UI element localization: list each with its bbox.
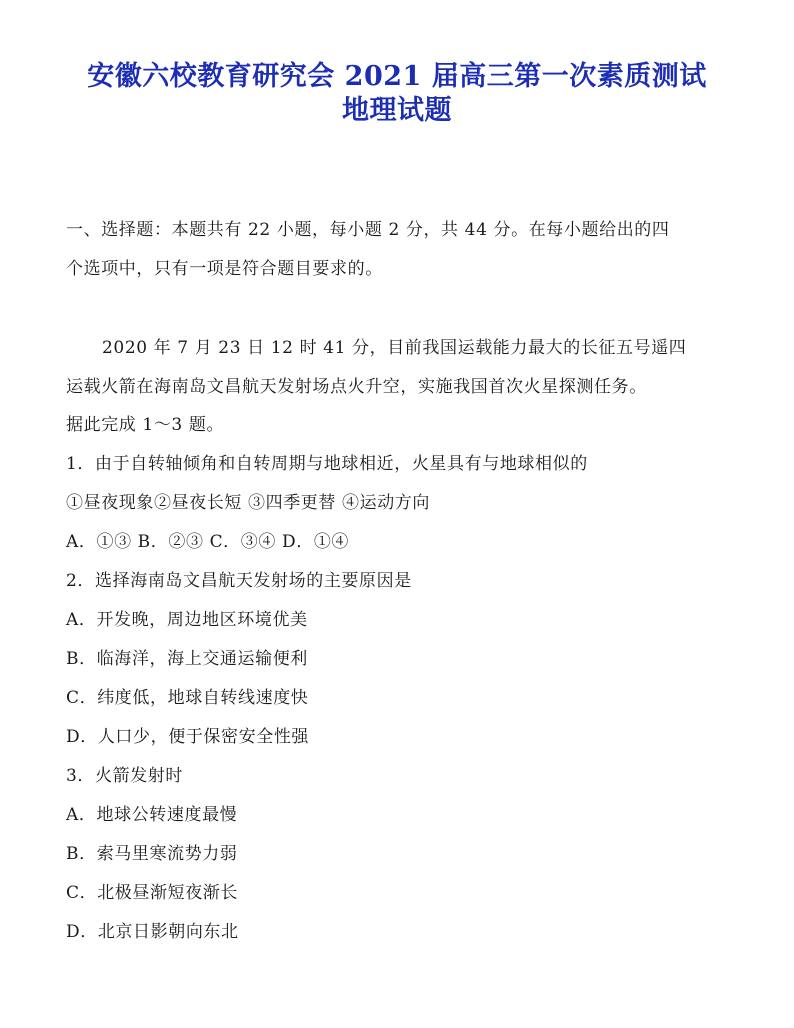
question-3-option-c: C．北极昼渐短夜渐长 [66, 883, 239, 903]
question-3-option-d: D．北京日影朝向东北 [66, 922, 239, 942]
question-3-option-b: B．索马里寒流势力弱 [66, 844, 238, 864]
passage-line2: 运载火箭在海南岛文昌航天发射场点火升空，实施我国首次火星探测任务。 [66, 377, 647, 397]
document-title-line2: 地理试题 [342, 95, 452, 126]
document-title-line1: 安徽六校教育研究会 2021 届高三第一次素质测试 [87, 61, 707, 92]
section-instruction-line2: 个选项中，只有一项是符合题目要求的。 [66, 259, 383, 279]
passage-line3: 据此完成 1～3 题。 [66, 415, 225, 435]
question-2-option-d: D．人口少，便于保密安全性强 [66, 727, 310, 747]
question-1-items: ①昼夜现象②昼夜长短 ③四季更替 ④运动方向 [66, 493, 431, 513]
question-1-options: A．①③ B．②③ C．③④ D．①④ [66, 532, 350, 552]
question-2-stem: 2．选择海南岛文昌航天发射场的主要原因是 [66, 571, 412, 591]
section-instruction-line1: 一、选择题：本题共有 22 小题，每小题 2 分，共 44 分。在每小题给出的四 [66, 220, 670, 240]
question-1-stem: 1．由于自转轴倾角和自转周期与地球相近，火星具有与地球相似的 [66, 454, 588, 474]
question-2-option-c: C．纬度低，地球自转线速度快 [66, 688, 309, 708]
question-3-stem: 3．火箭发射时 [66, 766, 184, 786]
question-2-option-b: B．临海洋，海上交通运输便利 [66, 649, 308, 669]
question-3-option-a: A．地球公转速度最慢 [66, 805, 238, 825]
question-2-option-a: A．开发晚，周边地区环境优美 [66, 610, 308, 630]
passage-line1: 2020 年 7 月 23 日 12 时 41 分，目前我国运载能力最大的长征五号遥四 [102, 338, 687, 358]
